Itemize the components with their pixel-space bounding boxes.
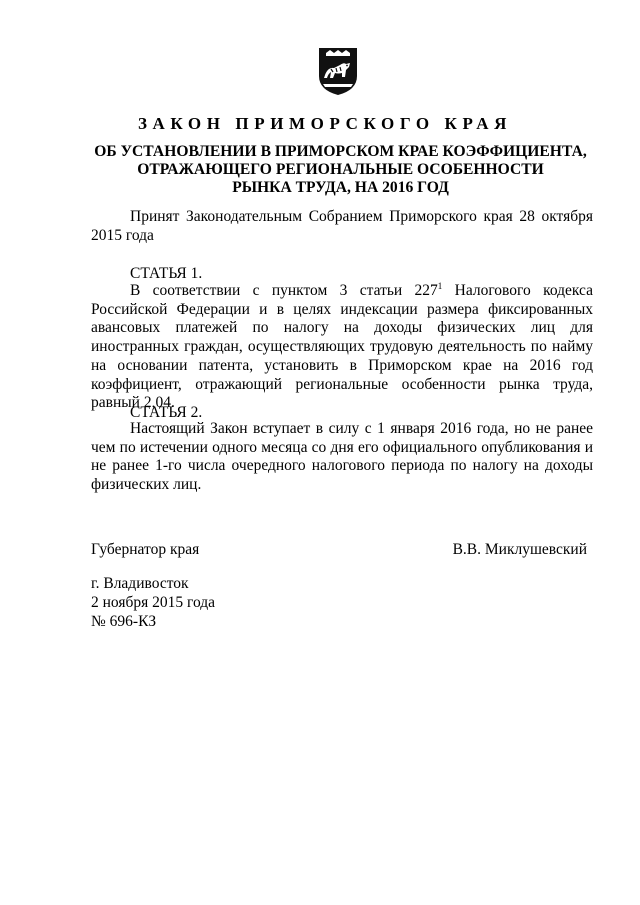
article-1-text-end: Налогового кодекса Российской Федерации и в целях индексации размера фиксированных авансовых платежей по налогу на доходы физических лиц для иностранных граждан, осуществляющих трудовую деятельность по найму на основании патента, установить в Приморском крае на 2016 год коэффициент, отражающий региональные особенности рынка труда, равный 2,04. <box>91 282 593 412</box>
adoption-note: Принят Законодательным Собранием Приморского края 28 октября 2015 года <box>91 208 593 244</box>
article-2-heading: СТАТЬЯ 2. <box>130 404 203 421</box>
subtitle-line: РЫНКА ТРУДА, НА 2016 ГОД <box>232 179 449 196</box>
law-title: ЗАКОН ПРИМОРСКОГО КРАЯ <box>137 114 513 133</box>
footer-date: 2 ноября 2015 года <box>91 594 216 611</box>
article-1-text <box>91 282 593 413</box>
primorsky-coat-of-arms-icon <box>317 46 359 96</box>
signature-name: В.В. Миклушевский <box>452 541 587 558</box>
footer-number: № 696-КЗ <box>91 613 157 630</box>
signature-title: Губернатор края <box>91 541 200 558</box>
article-1-text-start: В соответствии с пунктом 3 статьи 227 <box>130 282 438 299</box>
footnote-superscript: 1 <box>437 281 443 291</box>
footer-city: г. Владивосток <box>91 575 189 592</box>
article-2-text: Настоящий Закон вступает в силу с 1 января 2016 года, но не ранее чем по истечении одного месяца со дня его официального опубликования и не ранее 1-го числа очередного налогового периода по налогу на доходы физических лиц. <box>91 420 593 494</box>
subtitle-line: ОТРАЖАЮЩЕГО РЕГИОНАЛЬНЫЕ ОСОБЕННОСТИ <box>137 161 544 178</box>
article-1-heading: СТАТЬЯ 1. <box>130 265 203 282</box>
law-subtitle <box>88 143 593 197</box>
subtitle-line: ОБ УСТАНОВЛЕНИИ В ПРИМОРСКОМ КРАЕ КОЭФФИЦИЕНТА, <box>94 143 587 160</box>
